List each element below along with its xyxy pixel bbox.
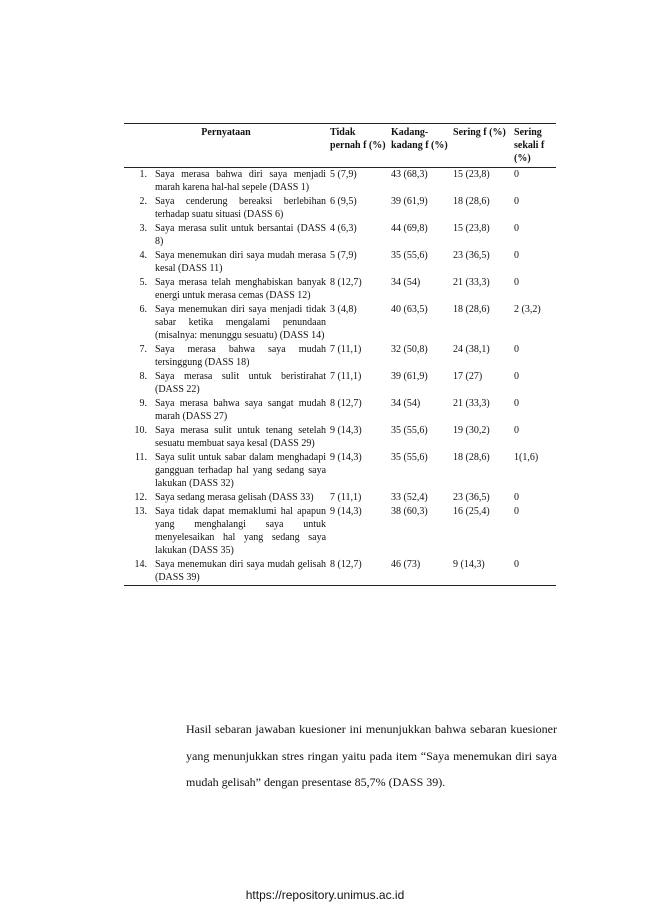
row-number: 11. (134, 452, 147, 463)
row-sometimes: 40 (63,5) (391, 304, 428, 315)
row-very-often: 0 (514, 250, 520, 261)
row-very-often: 0 (514, 425, 520, 436)
row-sometimes: 35 (55,6) (391, 452, 428, 463)
row-very-often: 0 (514, 506, 520, 517)
row-statement: Saya merasa bahwa saya sangat mudah marah (DASS 27) (155, 398, 327, 422)
row-sometimes: 33 (52,4) (391, 492, 428, 503)
table-row (124, 451, 556, 491)
row-statement: Saya sedang merasa gelisah (DASS 33) (155, 492, 314, 503)
table-row (124, 249, 556, 276)
row-number: 9. (139, 398, 147, 409)
table-row (124, 558, 556, 586)
row-sometimes: 35 (55,6) (391, 425, 428, 436)
row-often: 18 (28,6) (453, 304, 490, 315)
table-row (124, 491, 556, 505)
row-sometimes: 34 (54) (391, 277, 421, 288)
header-never: Tidak pernah f (%) (328, 124, 389, 168)
row-never: 7 (11,1) (330, 344, 362, 355)
repository-url-footer: https://repository.unimus.ac.id (245, 888, 405, 902)
table-header-row (124, 124, 556, 168)
row-never: 8 (12,7) (330, 398, 362, 409)
row-never: 5 (7,9) (330, 250, 357, 261)
row-number: 13. (134, 506, 147, 517)
row-statement: Saya menemukan diri saya mudah merasa kesal (DASS 11) (155, 250, 327, 274)
row-statement: Saya cenderung bereaksi berlebihan terhadap suatu situasi (DASS 6) (155, 196, 327, 220)
row-statement: Saya tidak dapat memaklumi hal apapun yang menghalangi saya untuk menyelesaikan hal yang sedang saya lakukan (DASS 35) (155, 506, 327, 556)
row-sometimes: 43 (68,3) (391, 169, 428, 180)
row-sometimes: 34 (54) (391, 398, 421, 409)
row-often: 15 (23,8) (453, 223, 490, 234)
row-never: 9 (14,3) (330, 452, 362, 463)
table-row (124, 424, 556, 451)
row-number: 8. (139, 371, 147, 382)
row-never: 7 (11,1) (330, 492, 362, 503)
row-often: 18 (28,6) (453, 196, 490, 207)
row-sometimes: 44 (69,8) (391, 223, 428, 234)
row-number: 5. (139, 277, 147, 288)
table-row (124, 370, 556, 397)
row-very-often: 0 (514, 196, 520, 207)
row-often: 23 (36,5) (453, 492, 490, 503)
row-number: 14. (124, 558, 153, 586)
row-never: 4 (6,3) (330, 223, 357, 234)
dass-results-table (124, 123, 556, 586)
row-statement: Saya merasa sulit untuk bersantai (DASS 8) (155, 223, 327, 247)
row-very-often: 0 (512, 558, 556, 586)
table-row (124, 397, 556, 424)
row-never: 7 (11,1) (330, 371, 362, 382)
row-number: 7. (139, 344, 147, 355)
row-number: 6. (139, 304, 147, 315)
row-statement: Saya menemukan diri saya menjadi tidak sabar ketika mengalami penundaan (misalnya: menunggu sesuatu) (DASS 14) (155, 304, 327, 341)
row-number: 2. (139, 196, 147, 207)
row-never: 9 (14,3) (330, 425, 362, 436)
table-row (124, 343, 556, 370)
row-sometimes: 35 (55,6) (391, 250, 428, 261)
row-often: 17 (27) (453, 371, 483, 382)
row-very-often: 0 (514, 223, 520, 234)
row-number: 3. (139, 223, 147, 234)
row-never: 3 (4,8) (330, 304, 357, 315)
table-row (124, 195, 556, 222)
row-often: 21 (33,3) (453, 277, 490, 288)
row-often: 18 (28,6) (453, 452, 490, 463)
row-sometimes: 46 (73) (389, 558, 451, 586)
row-never: 8 (12,7) (330, 277, 362, 288)
row-number: 4. (139, 250, 147, 261)
row-statement: Saya menemukan diri saya mudah gelisah (DASS 39) (153, 558, 328, 586)
table-row (124, 303, 556, 343)
table-row (124, 168, 556, 196)
row-statement: Saya sulit untuk sabar dalam menghadapi gangguan terhadap hal yang sedang saya lakukan (DASS 32) (155, 452, 327, 489)
header-statement: Pernyataan (124, 124, 328, 168)
row-very-often: 1(1,6) (514, 452, 539, 463)
row-sometimes: 32 (50,8) (391, 344, 428, 355)
header-very-often: Sering sekali f (%) (512, 124, 556, 168)
row-very-often: 0 (514, 398, 520, 409)
row-very-often: 0 (514, 169, 520, 180)
row-statement: Saya merasa telah menghabiskan banyak energi untuk merasa cemas (DASS 12) (155, 277, 327, 301)
row-statement: Saya merasa sulit untuk tenang setelah sesuatu membuat saya kesal (DASS 29) (155, 425, 327, 449)
row-often: 19 (30,2) (453, 425, 490, 436)
row-never: 9 (14,3) (330, 506, 362, 517)
row-often: 21 (33,3) (453, 398, 490, 409)
row-statement: Saya merasa bahwa saya mudah tersinggung (DASS 18) (155, 344, 327, 368)
row-number: 12. (134, 492, 147, 503)
header-often: Sering f (%) (451, 124, 512, 168)
header-sometimes: Kadang-kadang f (%) (389, 124, 451, 168)
table-row (124, 276, 556, 303)
row-very-often: 0 (514, 344, 520, 355)
row-never: 8 (12,7) (328, 558, 389, 586)
row-very-often: 2 (3,2) (514, 304, 541, 315)
row-very-often: 0 (514, 492, 520, 503)
row-sometimes: 39 (61,9) (391, 371, 428, 382)
summary-paragraph: Hasil sebaran jawaban kuesioner ini menunjukkan bahwa sebaran kuesioner yang menunjukkan stres ringan yaitu pada item “Saya menemukan diri saya mudah gelisah” dengan presentase 85,7% (DASS 39). (186, 722, 557, 789)
row-often: 24 (38,1) (453, 344, 490, 355)
row-sometimes: 39 (61,9) (391, 196, 428, 207)
row-number: 1. (139, 169, 147, 180)
table-row (124, 222, 556, 249)
row-never: 5 (7,9) (330, 169, 357, 180)
row-number: 10. (134, 425, 147, 436)
row-sometimes: 38 (60,3) (391, 506, 428, 517)
row-very-often: 0 (514, 277, 520, 288)
row-often: 15 (23,8) (453, 169, 490, 180)
row-often: 16 (25,4) (453, 506, 490, 517)
row-never: 6 (9,5) (330, 196, 357, 207)
row-often: 23 (36,5) (453, 250, 490, 261)
row-very-often: 0 (514, 371, 520, 382)
table-row (124, 505, 556, 558)
row-often: 9 (14,3) (451, 558, 512, 586)
row-statement: Saya merasa sulit untuk beristirahat (DASS 22) (155, 371, 327, 395)
row-statement: Saya merasa bahwa diri saya menjadi marah karena hal-hal sepele (DASS 1) (155, 169, 327, 193)
